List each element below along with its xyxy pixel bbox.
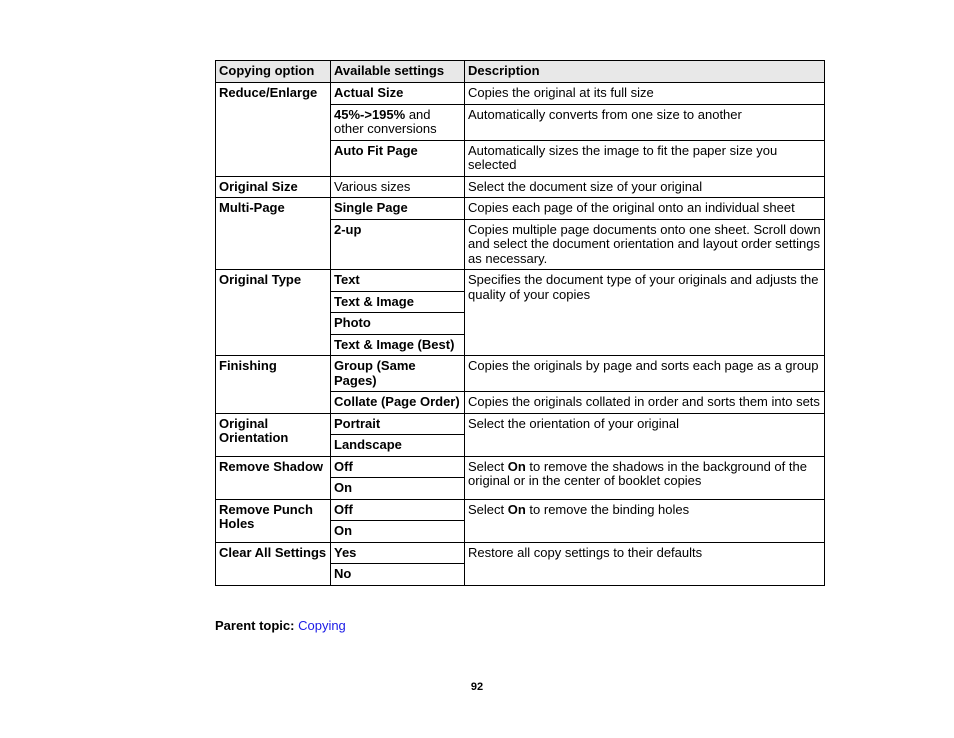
parent-topic-link[interactable]: Copying bbox=[298, 618, 346, 633]
description-cell: Copies the original at its full size bbox=[465, 83, 825, 105]
description-cell: Select the orientation of your original bbox=[465, 413, 825, 456]
table-row bbox=[216, 270, 825, 292]
table-row bbox=[216, 176, 825, 198]
description-cell: Copies multiple page documents onto one sheet. Scroll down and select the document orientation and layout order settings as necessary. bbox=[465, 219, 825, 270]
setting-cell: Landscape bbox=[331, 435, 465, 457]
description-cell: Select the document size of your original bbox=[465, 176, 825, 198]
table-row bbox=[216, 456, 825, 478]
description-cell: Copies the originals collated in order and sorts them into sets bbox=[465, 392, 825, 414]
setting-cell: Photo bbox=[331, 313, 465, 335]
option-finishing: Finishing bbox=[216, 356, 331, 414]
description-cell bbox=[465, 456, 825, 499]
setting-cell: On bbox=[331, 478, 465, 500]
header-available-settings: Available settings bbox=[331, 61, 465, 83]
table-row bbox=[216, 198, 825, 220]
description-cell: Restore all copy settings to their defaults bbox=[465, 542, 825, 585]
setting-cell: Various sizes bbox=[331, 176, 465, 198]
option-reduce-enlarge: Reduce/Enlarge bbox=[216, 83, 331, 177]
setting-cell: No bbox=[331, 564, 465, 586]
copying-options-table bbox=[215, 60, 825, 586]
setting-cell: Text bbox=[331, 270, 465, 292]
setting-cell: Text & Image (Best) bbox=[331, 334, 465, 356]
setting-cell: Single Page bbox=[331, 198, 465, 220]
table-row bbox=[216, 356, 825, 392]
setting-suffix-text: and other conversions bbox=[334, 106, 437, 136]
header-description: Description bbox=[465, 61, 825, 83]
page-number: 92 bbox=[470, 681, 484, 693]
setting-cell bbox=[331, 104, 465, 140]
description-cell: Automatically converts from one size to another bbox=[465, 104, 825, 140]
setting-bold-text: 45%->195% bbox=[334, 106, 406, 122]
option-original-type: Original Type bbox=[216, 270, 331, 356]
option-remove-punch-holes: Remove Punch Holes bbox=[216, 499, 331, 542]
setting-cell: Off bbox=[331, 499, 465, 521]
option-original-orientation: Original Orientation bbox=[216, 413, 331, 456]
option-original-size: Original Size bbox=[216, 176, 331, 198]
description-text: to remove the binding holes bbox=[525, 501, 690, 517]
table-row bbox=[216, 83, 825, 105]
table-header-row bbox=[216, 61, 825, 83]
option-clear-all-settings: Clear All Settings bbox=[216, 542, 331, 585]
description-cell: Specifies the document type of your originals and adjusts the quality of your copies bbox=[465, 270, 825, 356]
description-cell: Copies the originals by page and sorts each page as a group bbox=[465, 356, 825, 392]
setting-cell: Off bbox=[331, 456, 465, 478]
setting-cell: Text & Image bbox=[331, 291, 465, 313]
setting-cell: Portrait bbox=[331, 413, 465, 435]
parent-topic-label: Parent topic: bbox=[215, 618, 295, 633]
setting-cell: Auto Fit Page bbox=[331, 140, 465, 176]
description-cell: Copies each page of the original onto an individual sheet bbox=[465, 198, 825, 220]
option-remove-shadow: Remove Shadow bbox=[216, 456, 331, 499]
setting-cell: 2-up bbox=[331, 219, 465, 270]
table-row bbox=[216, 499, 825, 521]
option-multi-page: Multi-Page bbox=[216, 198, 331, 270]
description-bold-text: On bbox=[507, 501, 526, 517]
description-cell bbox=[465, 499, 825, 542]
description-cell: Automatically sizes the image to fit the paper size you selected bbox=[465, 140, 825, 176]
description-text: Select bbox=[468, 501, 508, 517]
header-copying-option: Copying option bbox=[216, 61, 331, 83]
description-text: to remove the shadows in the background of the original or in the center of booklet copies bbox=[468, 458, 807, 488]
setting-cell: Group (Same Pages) bbox=[331, 356, 465, 392]
setting-cell: Collate (Page Order) bbox=[331, 392, 465, 414]
setting-cell: Actual Size bbox=[331, 83, 465, 105]
description-text: Select bbox=[468, 458, 508, 474]
table-row bbox=[216, 413, 825, 435]
parent-topic bbox=[215, 618, 346, 633]
setting-cell: On bbox=[331, 521, 465, 543]
description-bold-text: On bbox=[507, 458, 526, 474]
table-row bbox=[216, 542, 825, 564]
setting-cell: Yes bbox=[331, 542, 465, 564]
